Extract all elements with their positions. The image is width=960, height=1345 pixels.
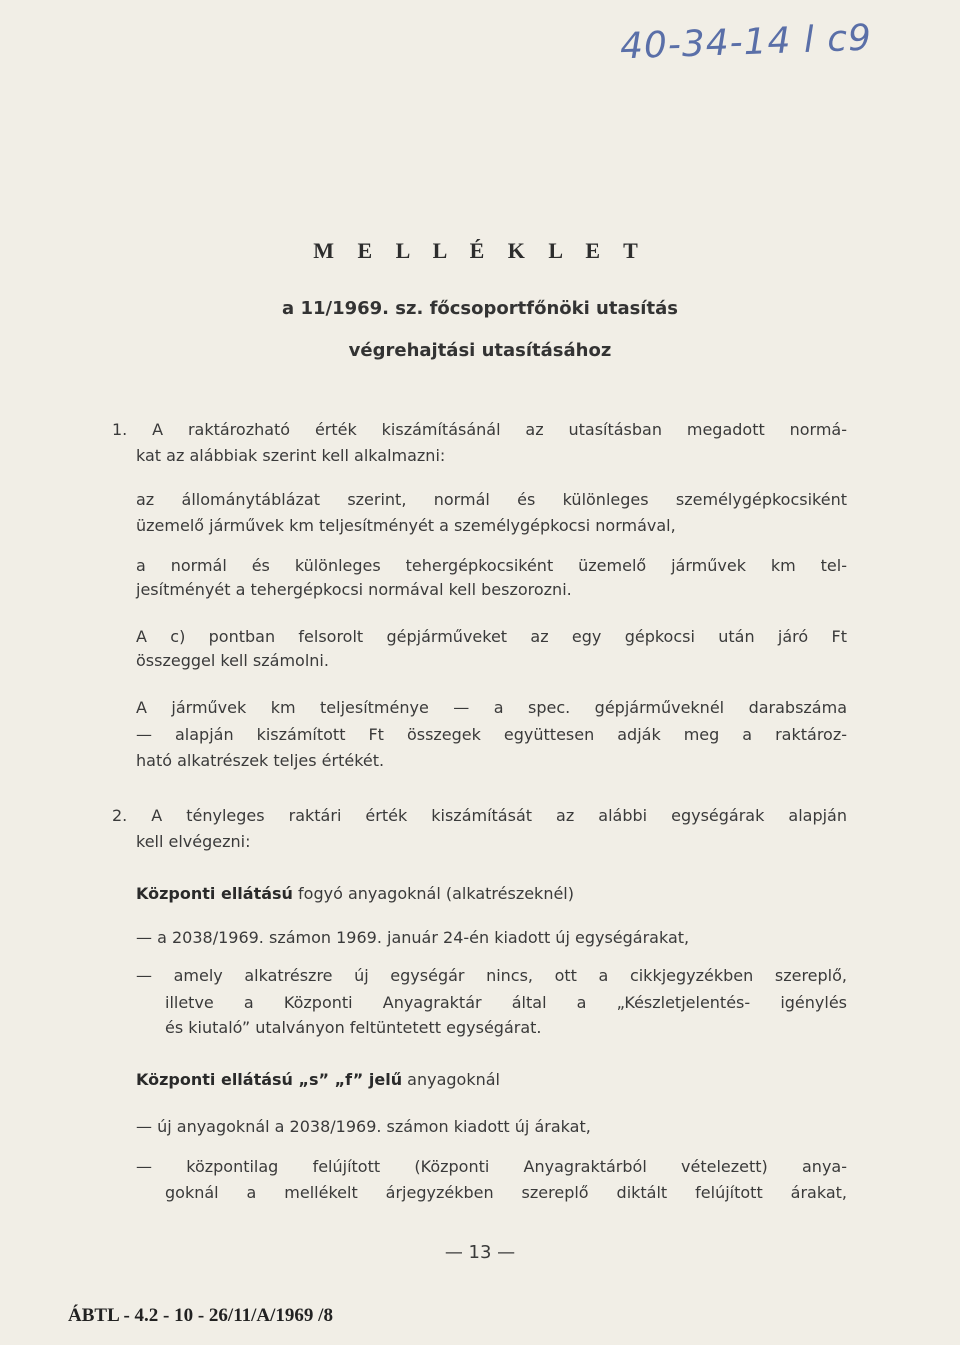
- section2-item1: — a 2038/1969. számon 1969. január 24-én kiadott új egységárakat,: [136, 928, 690, 947]
- section2-item2-line2: illetve a Központi Anyagraktár által a „Készletjelentés- igénylés: [165, 993, 847, 1012]
- section1-paragraph5-line3: ható alkatrészek teljes értékét.: [136, 751, 385, 770]
- section2-heading-sf-materials: [136, 1070, 500, 1090]
- section2-paragraph1-line1: 2. A tényleges raktári érték kiszámítását az alábbi egységárak alapján: [112, 806, 847, 825]
- section2-item4-line2: goknál a mellékelt árjegyzékben szereplő diktált felújított árakat,: [165, 1183, 847, 1202]
- heading-rest-part: anyagoknál: [402, 1070, 500, 1089]
- section1-paragraph1-line1: 1. A raktározható érték kiszámításánál az utasításban megadott normá-: [112, 420, 847, 439]
- section1-paragraph3-line1: a normál és különleges tehergépkocsiként üzemelő járművek km tel-: [136, 556, 847, 575]
- section2-paragraph1-line2: kell elvégezni:: [136, 832, 251, 851]
- heading-rest-part: fogyó anyagoknál (alkatrészeknél): [292, 884, 574, 903]
- section1-paragraph1-line2: kat az alábbiak szerint kell alkalmazni:: [136, 446, 446, 465]
- heading-bold-part: Központi ellátású: [136, 884, 293, 903]
- document-subtitle-line2: végrehajtási utasításához: [348, 340, 612, 361]
- section1-paragraph4-line1: A c) pontban felsorolt gépjárműveket az egy gépkocsi után járó Ft: [136, 627, 847, 646]
- section2-heading-central-supply: [136, 884, 574, 904]
- section1-paragraph5-line1: A járművek km teljesítménye — a spec. gépjárműveknél darabszáma: [136, 698, 847, 717]
- section2-item2-line1: — amely alkatrészre új egységár nincs, ott a cikkjegyzékben szereplő,: [136, 966, 847, 985]
- section1-paragraph2-line2: üzemelő járművek km teljesítményét a személygépkocsi normával,: [136, 516, 676, 535]
- section1-paragraph5-line2: — alapján kiszámított Ft összegek együttesen adják meg a raktároz-: [136, 725, 847, 744]
- section2-item4-line1: — központilag felújított (Központi Anyagraktárból vételezett) anya-: [136, 1157, 847, 1176]
- section1-paragraph3-line2: jesítményét a tehergépkocsi normával kell beszorozni.: [136, 580, 572, 599]
- document-subtitle-line1: a 11/1969. sz. főcsoportfőnöki utasítás: [282, 298, 678, 319]
- handwritten-archive-note: 40-34-14 l c9: [619, 17, 873, 68]
- section1-paragraph2-line1: az állománytáblázat szerint, normál és különleges személygépkocsiként: [136, 490, 847, 509]
- archive-reference-footer: ÁBTL - 4.2 - 10 - 26/11/A/1969 /8: [68, 1305, 333, 1326]
- section1-paragraph4-line2: összeggel kell számolni.: [136, 651, 329, 670]
- heading-bold-part: Központi ellátású „s” „f” jelű: [136, 1070, 403, 1089]
- document-title: M E L L É K L E T: [313, 238, 647, 263]
- section2-item3: — új anyagoknál a 2038/1969. számon kiadott új árakat,: [136, 1117, 591, 1136]
- section2-item2-line3: és kiutaló” utalványon feltüntetett egységárat.: [165, 1018, 542, 1037]
- page-number: — 13 —: [444, 1242, 516, 1263]
